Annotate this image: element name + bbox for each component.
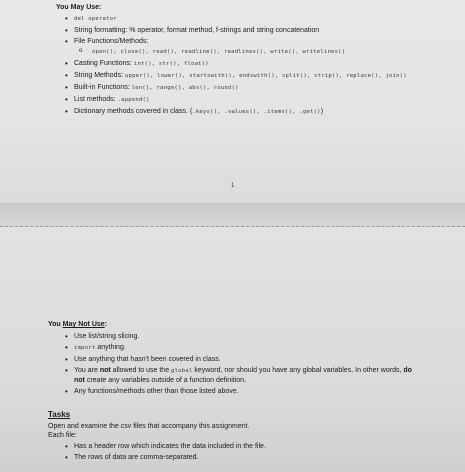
list-item-text <box>74 84 239 91</box>
code-text: int(), str(), float() <box>133 61 209 67</box>
file-functions-sublist <box>74 47 424 57</box>
list-item-text <box>74 72 407 79</box>
document-page-2 <box>0 226 465 472</box>
list-item <box>64 14 424 24</box>
list-item <box>64 366 419 385</box>
bullet-icon: • <box>65 343 68 352</box>
file-functions-text: open(), close(), read(), readline(), readlines(), write(), writelines() <box>92 49 346 55</box>
tasks-heading: Tasks <box>48 410 71 419</box>
code-text: .append() <box>117 97 150 103</box>
list-item-text <box>74 344 126 351</box>
bullet-icon: • <box>65 83 68 92</box>
hollow-bullet-icon: o <box>79 48 83 54</box>
page-number: 1 <box>231 183 235 189</box>
text-segment: not <box>99 367 111 374</box>
list-item <box>64 343 419 353</box>
text-segment: File Functions/Methods: <box>74 38 149 45</box>
bullet-icon: • <box>65 332 68 341</box>
code-text: upper(), lower(), startswith(), endswith(), split(), strip(), replace(), join() <box>124 73 407 79</box>
code-text: import <box>74 345 96 351</box>
may-use-heading: You May Use: <box>56 4 102 11</box>
page-gap <box>0 203 465 226</box>
may-not-use-heading: You May Not Use: <box>48 321 108 328</box>
text-segment: String Methods: <box>74 72 125 79</box>
list-item <box>64 71 424 81</box>
may-use-list <box>64 14 424 119</box>
list-item-text: Has a header row which indicates the data included in the file. <box>74 443 266 450</box>
code-text: del operator <box>74 16 117 22</box>
list-item <box>64 387 419 396</box>
code-text: global <box>171 368 193 374</box>
list-item-text: The rows of data are comma-separated. <box>74 454 199 461</box>
text-segment: Dictionary methods covered in class. ( <box>74 108 193 115</box>
text-segment: allowed to use the <box>110 367 172 374</box>
list-item-text <box>74 388 239 395</box>
list-item-text <box>74 356 221 363</box>
bullet-icon: • <box>65 59 68 68</box>
text-segment: do not <box>74 367 412 384</box>
text-segment: You are <box>74 367 100 374</box>
list-item-text <box>74 27 319 34</box>
bullet-icon: • <box>65 355 68 364</box>
list-item <box>64 26 424 35</box>
text-segment: create any variables outside of a function definition. <box>84 377 246 384</box>
bullet-icon: • <box>65 37 68 46</box>
list-item-text <box>74 333 139 340</box>
list-item <box>64 83 424 93</box>
list-item <box>64 355 419 364</box>
text-segment: Use anything that hasn’t been covered in class. <box>74 356 221 363</box>
list-item <box>78 47 424 57</box>
list-item <box>64 442 419 451</box>
list-item <box>64 107 424 117</box>
tasks-each-file: Each file: <box>48 432 77 439</box>
text-segment: List methods: <box>74 96 118 103</box>
text-segment: anything. <box>95 344 126 351</box>
bullet-icon: • <box>65 387 68 396</box>
list-item-text <box>74 96 150 103</box>
list-item-text <box>74 38 148 45</box>
bullet-icon: • <box>65 366 68 375</box>
text-segment: Use list/string slicing. <box>74 333 140 340</box>
code-text: len(), range(), abs(), round() <box>131 85 239 91</box>
bullet-icon: • <box>65 442 68 451</box>
list-item-text <box>74 367 412 384</box>
list-item-text <box>74 60 209 67</box>
list-item-text <box>74 108 323 115</box>
bullet-icon: • <box>65 14 68 23</box>
may-not-use-list <box>64 332 419 398</box>
bullet-icon: • <box>65 71 68 80</box>
text-segment: Casting Functions: <box>74 60 134 67</box>
bullet-icon: • <box>65 107 68 116</box>
text-segment: String formatting: % operator, format method, f-strings and string concatenation <box>74 27 320 34</box>
list-item <box>64 332 419 341</box>
code-text: .keys(), .values(), .items(), .get() <box>192 109 321 115</box>
tasks-paragraph: Open and examine the csv files that accompany this assignment. <box>48 423 250 430</box>
bullet-icon: • <box>65 95 68 104</box>
task-file-list <box>64 442 419 464</box>
text-segment: keyword, nor should you have any global variables. In other words, <box>192 367 404 374</box>
list-item <box>64 59 424 69</box>
bullet-icon: • <box>65 453 68 462</box>
text-segment: Built-in Functions: <box>74 84 132 91</box>
list-item <box>64 95 424 105</box>
document-page-1 <box>0 0 465 203</box>
list-item <box>64 37 424 57</box>
text-segment: Any functions/methods other than those listed above. <box>74 388 239 395</box>
text-segment: ) <box>320 108 324 115</box>
list-item <box>64 453 419 462</box>
list-item-text <box>74 15 117 22</box>
bullet-icon: • <box>65 26 68 35</box>
